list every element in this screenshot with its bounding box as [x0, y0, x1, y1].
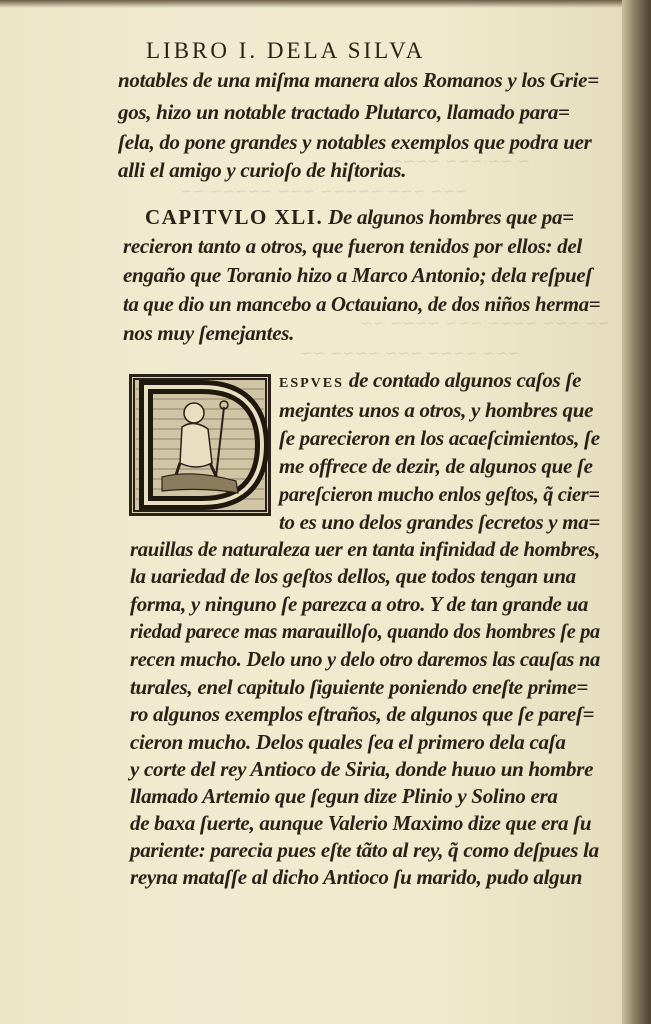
text-line: forma, y ninguno ſe parezca a otro. Y de tan grande ua — [130, 592, 589, 616]
woodcut-initial-icon — [132, 377, 268, 513]
text-line: reyna mataſſe al dicho Antioco ſu marido, pudo algun — [130, 865, 583, 889]
text-line: ſe parecieron en los acaeſcimientos, ſe — [279, 426, 600, 450]
text-line: llamado Artemio que ſegun dize Plinio y Solino era — [130, 784, 558, 808]
bleed-through-mark: ~~ ~~~ ~~~~ ~~~ ~~~~ ~~ — [360, 314, 611, 332]
text-line: pariente: parecia pues eſte tãto al rey, q̃ como deſpues la — [130, 838, 599, 862]
text-line: pareſcieron mucho enlos geſtos, q̃ cier= — [279, 482, 600, 506]
text-line: y corte del rey Antioco de Siria, donde huuo un hombre — [130, 757, 594, 781]
opening-line-rest: de contado algunos caſos ſe — [348, 368, 582, 392]
text-line: notables de una miſma manera alos Romanos y los Grie= — [118, 68, 599, 92]
text-line: la uariedad de los geſtos dellos, que todos tengan una — [130, 564, 576, 588]
text-line: riedad parece mas marauilloſo, quando dos hombres ſe pa — [130, 619, 600, 643]
opening-word: ESPVES — [279, 376, 344, 391]
text-line: cieron mucho. Delos quales ſea el primero dela caſa — [130, 730, 566, 754]
text-line: me offrece de dezir, de algunos que ſe — [279, 454, 593, 478]
bleed-through-mark: ~ ~~ ~~~ ~~~~ ~~ — [360, 152, 530, 170]
bleed-through-mark: ~~~ ~~~~ ~~~ ~~~~ ~~ — [300, 344, 521, 362]
text-line: mejantes unos a otros, y hombres que — [279, 398, 594, 422]
decorated-initial-d — [129, 374, 271, 516]
text-line: gos, hizo un notable tractado Plutarco, llamado para= — [118, 100, 570, 124]
text-line: recen mucho. Delo uno y delo otro daremos las cauſas na — [130, 647, 601, 671]
opening-line — [279, 368, 581, 393]
bleed-through-mark: ~~~ ~~~ ~~~~~ ~~~ ~~~~~ ~~ — [180, 182, 468, 200]
chapter-summary-line: ta que dio un mancebo a Octauiano, de dos niños herma= — [123, 292, 601, 316]
text-line: de baxa ſuerte, aunque Valerio Maximo dize que era ſu — [130, 811, 592, 835]
text-line: turales, enel capitulo ſiguiente poniendo eneſte prime= — [130, 675, 589, 699]
chapter-heading-line — [145, 205, 574, 230]
running-header: LIBRO I. DELA SILVA — [146, 38, 426, 63]
text-line: to es uno delos grandes ſecretos y ma= — [279, 510, 601, 534]
text-line: ro algunos exemplos eſtraños, de algunos que ſe pareſ= — [130, 702, 595, 726]
text-line: alli el amigo y curioſo de hiſtorias. — [118, 158, 407, 182]
text-line: rauillas de naturaleza uer en tanta infinidad de hombres, — [130, 537, 600, 561]
chapter-summary-start: De algunos hombres que pa= — [328, 205, 574, 229]
chapter-summary-line: recieron tanto a otros, que fueron tenidos por ellos: del — [123, 234, 582, 258]
chapter-summary-line: nos muy ſemejantes. — [123, 321, 295, 345]
page-edge — [622, 0, 651, 1024]
chapter-label: CAPITVLO XLI. — [145, 205, 324, 229]
text-line: ſela, do pone grandes y notables exemplos que podra uer — [118, 130, 592, 154]
chapter-summary-line: engaño que Toranio hizo a Marco Antonio; dela reſpueſ — [123, 263, 593, 287]
